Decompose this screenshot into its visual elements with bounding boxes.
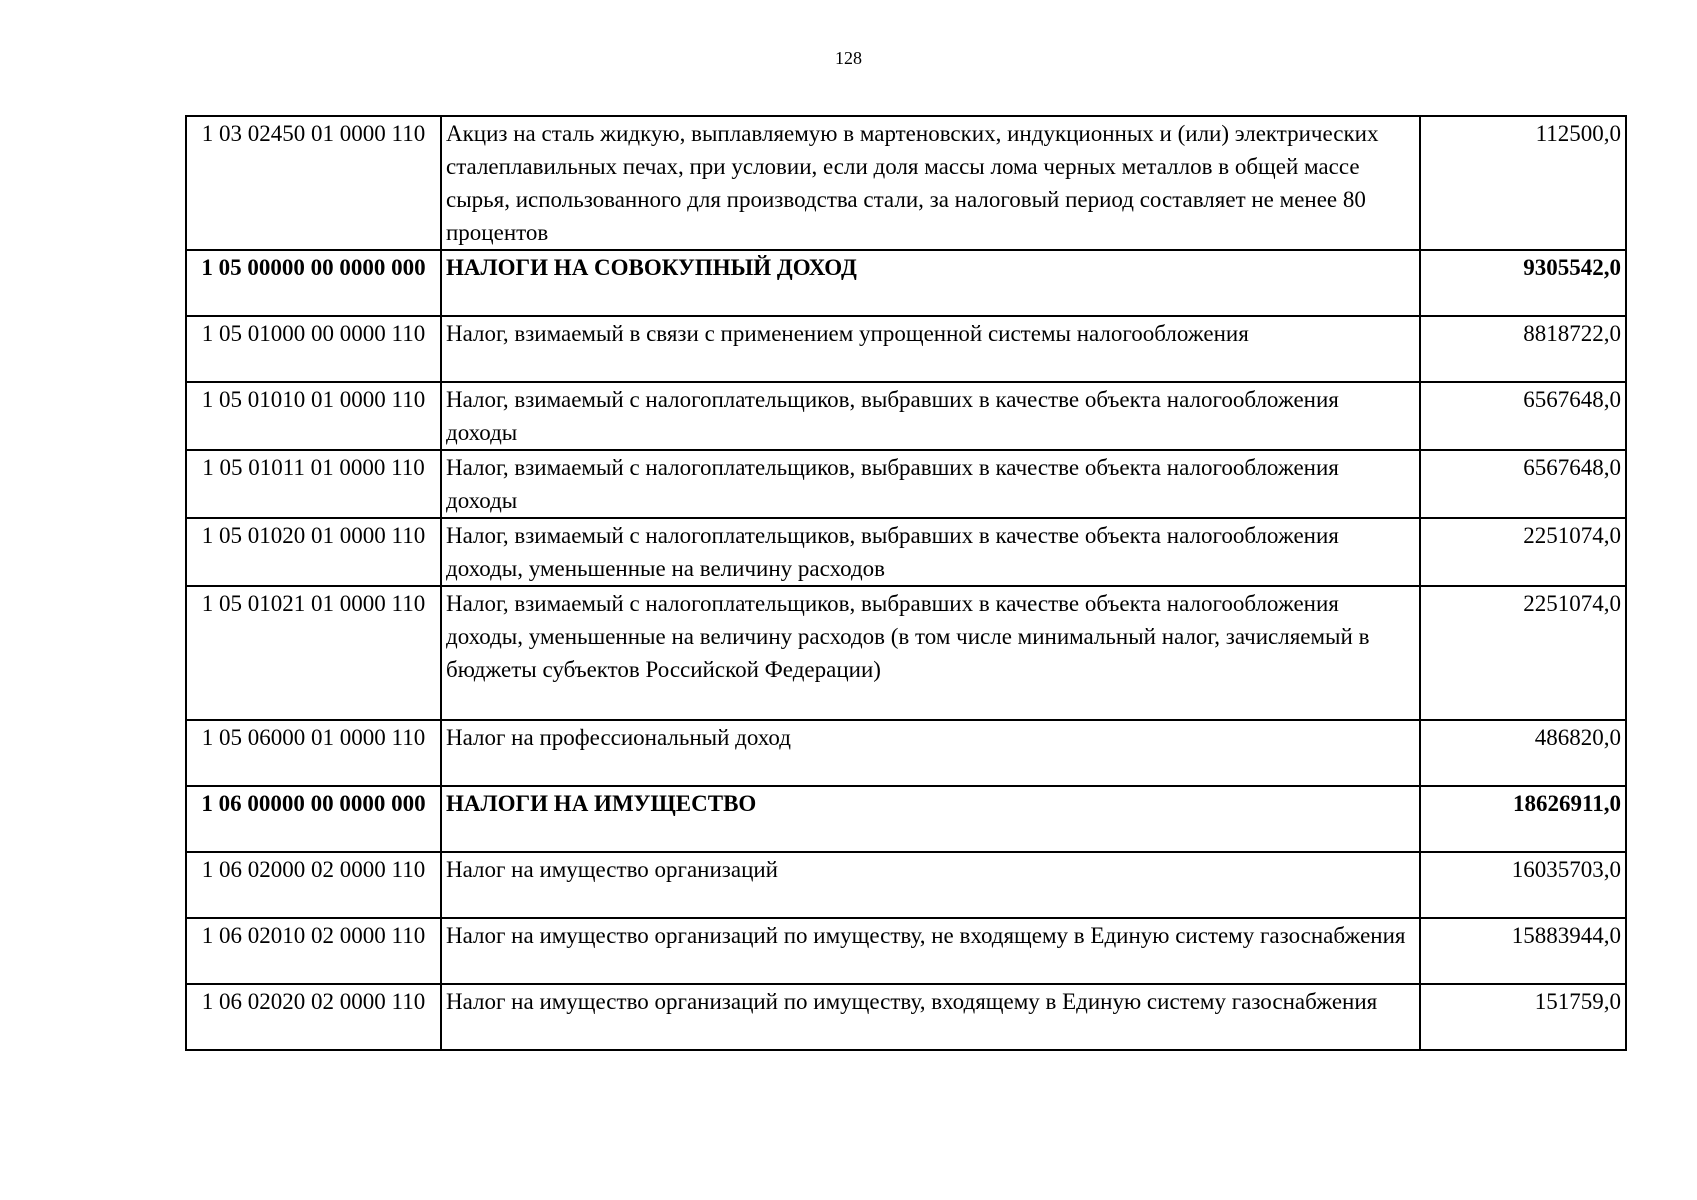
- amount: 18626911,0: [1420, 786, 1626, 852]
- classification-code: 1 06 02010 02 0000 110: [186, 918, 441, 984]
- classification-code: 1 05 01011 01 0000 110: [186, 450, 441, 518]
- revenue-name: Налог на имущество организаций по имуществу, не входящему в Единую систему газоснабжения: [441, 918, 1420, 984]
- table-row: [186, 720, 1626, 786]
- classification-code: 1 06 02000 02 0000 110: [186, 852, 441, 918]
- revenue-name: НАЛОГИ НА СОВОКУПНЫЙ ДОХОД: [441, 250, 1420, 316]
- amount: 9305542,0: [1420, 250, 1626, 316]
- table-row: [186, 316, 1626, 382]
- amount: 486820,0: [1420, 720, 1626, 786]
- revenue-name: Налог, взимаемый с налогоплательщиков, выбравших в качестве объекта налогообложения доходы: [441, 450, 1420, 518]
- amount: 151759,0: [1420, 984, 1626, 1050]
- revenue-name: Налог, взимаемый в связи с применением упрощенной системы налогообложения: [441, 316, 1420, 382]
- amount: 112500,0: [1420, 116, 1626, 250]
- revenue-name: Налог на имущество организаций: [441, 852, 1420, 918]
- budget-revenue-table: [185, 115, 1627, 1051]
- table-row-total: [186, 786, 1626, 852]
- amount: 8818722,0: [1420, 316, 1626, 382]
- table-row: [186, 918, 1626, 984]
- amount: 2251074,0: [1420, 586, 1626, 720]
- table-row: [186, 852, 1626, 918]
- revenue-name: Налог на профессиональный доход: [441, 720, 1420, 786]
- table-row: [186, 450, 1626, 518]
- amount: 6567648,0: [1420, 382, 1626, 450]
- revenue-name: Налог на имущество организаций по имуществу, входящему в Единую систему газоснабжения: [441, 984, 1420, 1050]
- classification-code: 1 05 06000 01 0000 110: [186, 720, 441, 786]
- classification-code: 1 06 02020 02 0000 110: [186, 984, 441, 1050]
- table-row: [186, 382, 1626, 450]
- classification-code: 1 05 01000 00 0000 110: [186, 316, 441, 382]
- table-row: [186, 116, 1626, 250]
- amount: 6567648,0: [1420, 450, 1626, 518]
- amount: 15883944,0: [1420, 918, 1626, 984]
- amount: 2251074,0: [1420, 518, 1626, 586]
- classification-code: 1 05 01021 01 0000 110: [186, 586, 441, 720]
- classification-code: 1 05 00000 00 0000 000: [186, 250, 441, 316]
- classification-code: 1 06 00000 00 0000 000: [186, 786, 441, 852]
- table-row: [186, 984, 1626, 1050]
- page-number: 128: [835, 48, 862, 68]
- classification-code: 1 05 01010 01 0000 110: [186, 382, 441, 450]
- revenue-name: Налог, взимаемый с налогоплательщиков, выбравших в качестве объекта налогообложения доходы, уменьшенные на величину расходов: [441, 518, 1420, 586]
- revenue-name: Налог, взимаемый с налогоплательщиков, выбравших в качестве объекта налогообложения доходы, уменьшенные на величину расходов (в том числе минимальный налог, зачисляемый в бюджеты субъектов Российской Федерации): [441, 586, 1420, 720]
- revenue-name: Акциз на сталь жидкую, выплавляемую в мартеновских, индукционных и (или) электрических сталеплавильных печах, при условии, если доля массы лома черных металлов в общей массе сырья, использованного для производства стали, за налоговый период составляет не менее 80 процентов: [441, 116, 1420, 250]
- classification-code: 1 03 02450 01 0000 110: [186, 116, 441, 250]
- table-row-total: [186, 250, 1626, 316]
- revenue-name: Налог, взимаемый с налогоплательщиков, выбравших в качестве объекта налогообложения доходы: [441, 382, 1420, 450]
- amount: 16035703,0: [1420, 852, 1626, 918]
- revenue-name: НАЛОГИ НА ИМУЩЕСТВО: [441, 786, 1420, 852]
- table-row: [186, 518, 1626, 586]
- classification-code: 1 05 01020 01 0000 110: [186, 518, 441, 586]
- table-row: [186, 586, 1626, 720]
